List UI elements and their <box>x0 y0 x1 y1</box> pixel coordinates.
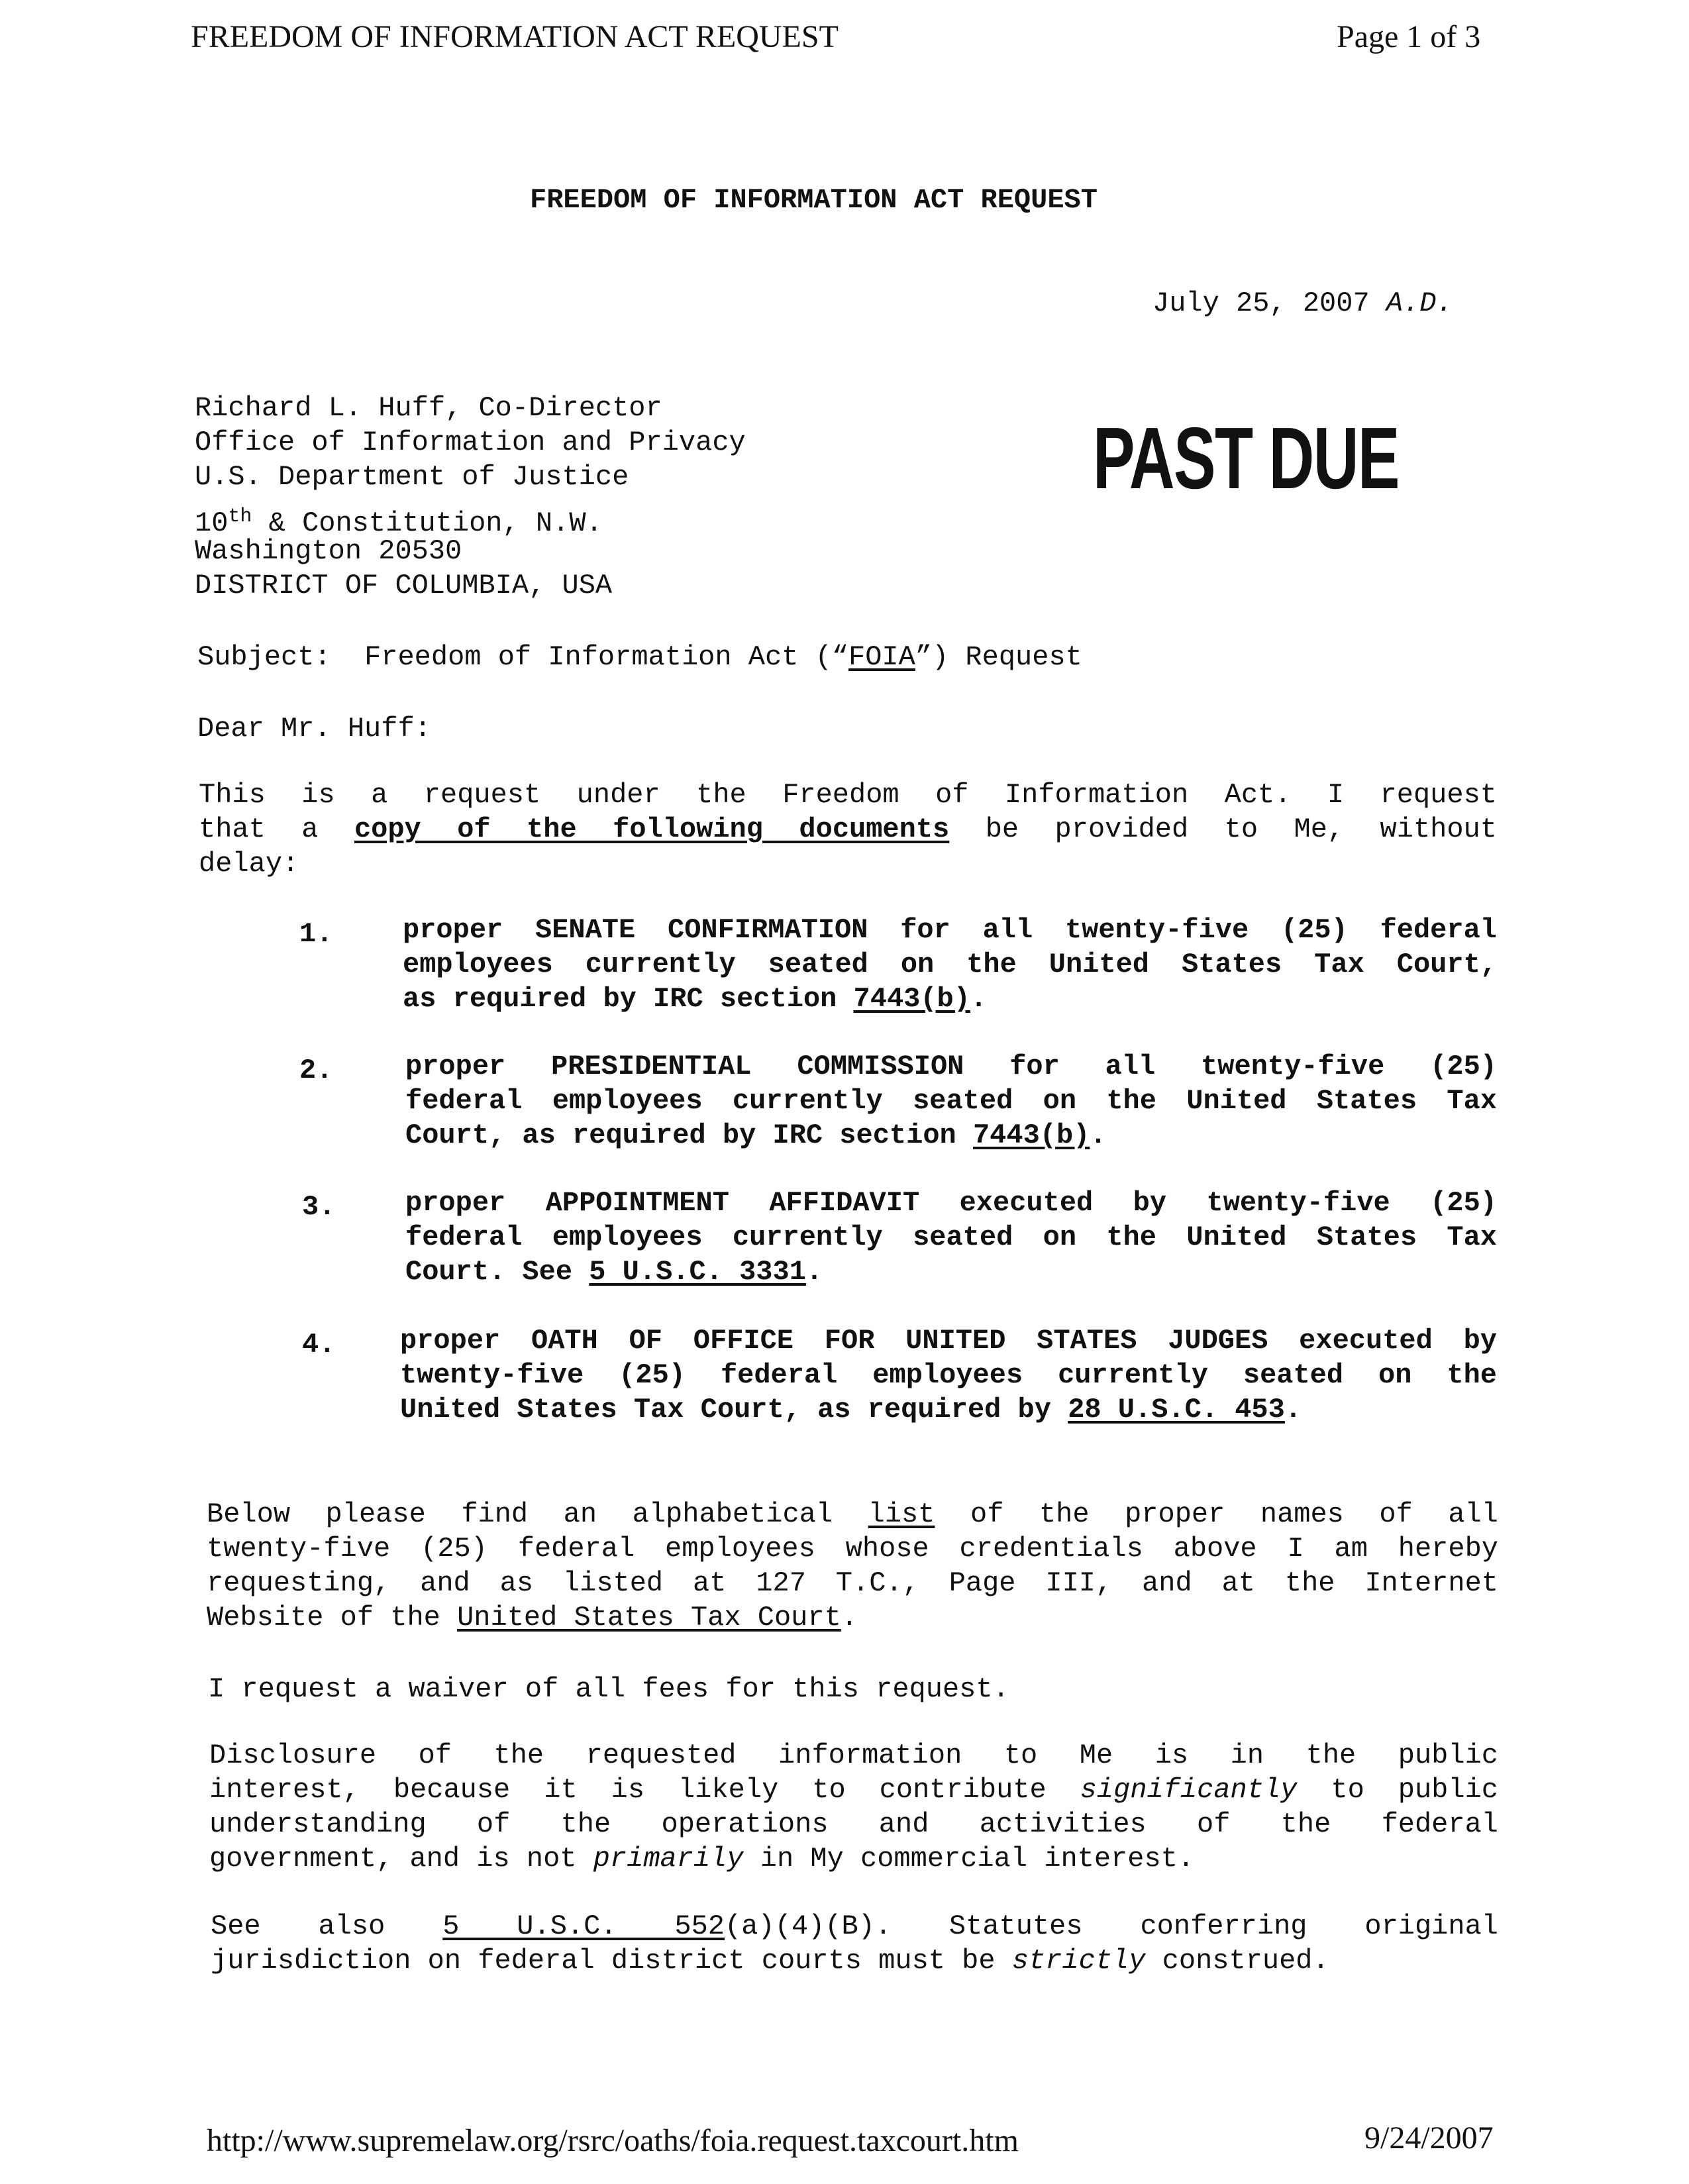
item-line: proper SENATE CONFIRMATION for all twenty-five (25) federal <box>403 914 1497 946</box>
see-also-paragraph <box>211 1909 1498 1978</box>
page-number: Page 1 of 3 <box>1337 19 1481 54</box>
list-para-line-4 <box>207 1600 1498 1635</box>
intro-paragraph <box>199 778 1497 881</box>
disclosure-line-2 <box>209 1773 1498 1807</box>
see-also-text: (a)(4)(B). Statutes conferring original <box>725 1910 1498 1942</box>
disclosure-text: interest, because it is likely to contribute <box>209 1774 1047 1806</box>
item-text: Court. See <box>405 1256 573 1288</box>
item-number: 2. <box>299 1055 333 1086</box>
address-line-street <box>195 499 746 539</box>
request-item <box>405 1186 1497 1289</box>
item-line: proper APPOINTMENT AFFIDAVIT executed by twenty-five (25) <box>405 1187 1497 1219</box>
item-line: federal employees currently seated on the United States Tax <box>405 1085 1497 1117</box>
subject-line <box>197 640 1082 674</box>
disclosure-line-4 <box>209 1842 1498 1876</box>
date-text: July 25, 2007 <box>1152 287 1370 319</box>
address-line-district: DISTRICT OF COLUMBIA, USA <box>195 570 613 601</box>
print-header-title: FREEDOM OF INFORMATION ACT REQUEST <box>191 19 839 54</box>
item-line <box>405 1118 1497 1153</box>
item-text-end: . <box>805 1256 823 1288</box>
requested-documents-phrase: copy of the following documents <box>354 813 950 845</box>
intro-line-3: delay: <box>199 848 299 880</box>
statute-reference: 28 U.S.C. 453 <box>1068 1394 1285 1426</box>
item-line <box>405 1255 1497 1289</box>
item-line <box>403 982 1497 1016</box>
request-item <box>400 1324 1497 1427</box>
statute-reference: 5 U.S.C. 552 <box>442 1910 725 1942</box>
item-line: federal employees currently seated on the United States Tax <box>405 1222 1497 1253</box>
list-para-text: Below please find an alphabetical <box>207 1498 833 1530</box>
print-footer-date: 9/24/2007 <box>1364 2120 1494 2156</box>
letter-date <box>1152 286 1453 321</box>
disclosure-line-1: Disclosure of the requested information to Me is in the public <box>209 1740 1498 1771</box>
address-line-name: Richard L. Huff, Co-Director <box>195 392 662 424</box>
see-also-text: jurisdiction on federal district courts must be <box>211 1945 996 1977</box>
subject-label: Subject: <box>197 641 331 673</box>
see-also-line-2 <box>211 1944 1498 1978</box>
item-line: employees currently seated on the United States Tax Court, <box>403 949 1497 980</box>
date-era: A.D. <box>1386 287 1453 319</box>
list-para-text: of the proper names of all <box>970 1498 1498 1530</box>
street-name: & Constitution, N.W. <box>268 507 603 539</box>
names-list-paragraph <box>207 1497 1498 1635</box>
list-link-text: list <box>868 1498 935 1530</box>
item-line: proper PRESIDENTIAL COMMISSION for all twenty-five (25) <box>405 1051 1497 1082</box>
address-line-department: U.S. Department of Justice <box>195 461 629 493</box>
address-line-city: Washington 20530 <box>195 535 462 567</box>
item-line: twenty-five (25) federal employees currently seated on the <box>400 1359 1497 1391</box>
item-text: United States Tax Court, as required by <box>400 1394 1051 1426</box>
intro-line-2-c: be provided to Me, without <box>985 813 1497 845</box>
item-line: proper OATH OF OFFICE FOR UNITED STATES JUDGES executed by <box>400 1325 1497 1357</box>
list-para-line-1 <box>207 1497 1498 1532</box>
foia-link-text: FOIA <box>848 641 915 673</box>
subject-text-pre: Freedom of Information Act (“ <box>364 641 848 673</box>
intro-line-1: This is a request under the Freedom of Information Act. I request <box>199 779 1497 811</box>
list-para-line-3: requesting, and as listed at 127 T.C., Page III, and at the Internet <box>207 1567 1498 1599</box>
statute-reference: 5 U.S.C. 3331 <box>589 1256 806 1288</box>
request-item <box>403 913 1497 1016</box>
disclosure-paragraph <box>209 1738 1498 1876</box>
document-title: FREEDOM OF INFORMATION ACT REQUEST <box>530 184 1098 216</box>
list-para-text: Website of the <box>207 1602 440 1634</box>
emphasis-strictly: strictly <box>1011 1945 1146 1977</box>
emphasis-significantly: significantly <box>1080 1774 1298 1806</box>
disclosure-line-3: understanding of the operations and activities of the federal <box>209 1808 1498 1840</box>
item-text-end: . <box>970 983 988 1015</box>
item-text-end: . <box>1090 1119 1107 1151</box>
item-number: 1. <box>299 918 333 950</box>
emphasis-primarily: primarily <box>593 1843 744 1875</box>
address-line-office: Office of Information and Privacy <box>195 427 746 458</box>
item-line <box>400 1392 1497 1427</box>
item-number: 3. <box>302 1191 336 1223</box>
item-number: 4. <box>302 1329 336 1361</box>
list-para-text-end: . <box>841 1602 858 1634</box>
request-item <box>405 1049 1497 1153</box>
past-due-stamp: PAST DUE <box>1093 409 1399 507</box>
disclosure-text: to public <box>1331 1774 1498 1806</box>
list-para-line-2: twenty-five (25) federal employees whose credentials above I am hereby <box>207 1533 1498 1565</box>
item-text-end: . <box>1284 1394 1302 1426</box>
item-text: Court, as required by IRC section <box>405 1119 956 1151</box>
intro-line-2-a: that a <box>199 813 319 845</box>
street-number: 10 <box>195 507 229 539</box>
disclosure-text: in My commercial interest. <box>760 1843 1195 1875</box>
statute-reference: 7443(b) <box>972 1119 1090 1151</box>
intro-line-2 <box>199 812 1497 847</box>
subject-text-post: ”) Request <box>915 641 1082 673</box>
salutation: Dear Mr. Huff: <box>197 713 431 745</box>
disclosure-text: government, and is not <box>209 1843 577 1875</box>
see-also-text: construed. <box>1162 1945 1329 1977</box>
see-also-text: See also <box>211 1910 385 1942</box>
print-footer-url: http://www.supremelaw.org/rsrc/oaths/foia.request.taxcourt.htm <box>207 2123 1019 2158</box>
see-also-line-1 <box>211 1909 1498 1944</box>
tax-court-link-text: United States Tax Court <box>457 1602 841 1634</box>
street-ordinal: th <box>228 505 252 528</box>
item-text: as required by IRC section <box>403 983 837 1015</box>
fee-waiver-request: I request a waiver of all fees for this request. <box>208 1673 1009 1705</box>
recipient-address <box>195 391 746 603</box>
statute-reference: 7443(b) <box>853 983 970 1015</box>
